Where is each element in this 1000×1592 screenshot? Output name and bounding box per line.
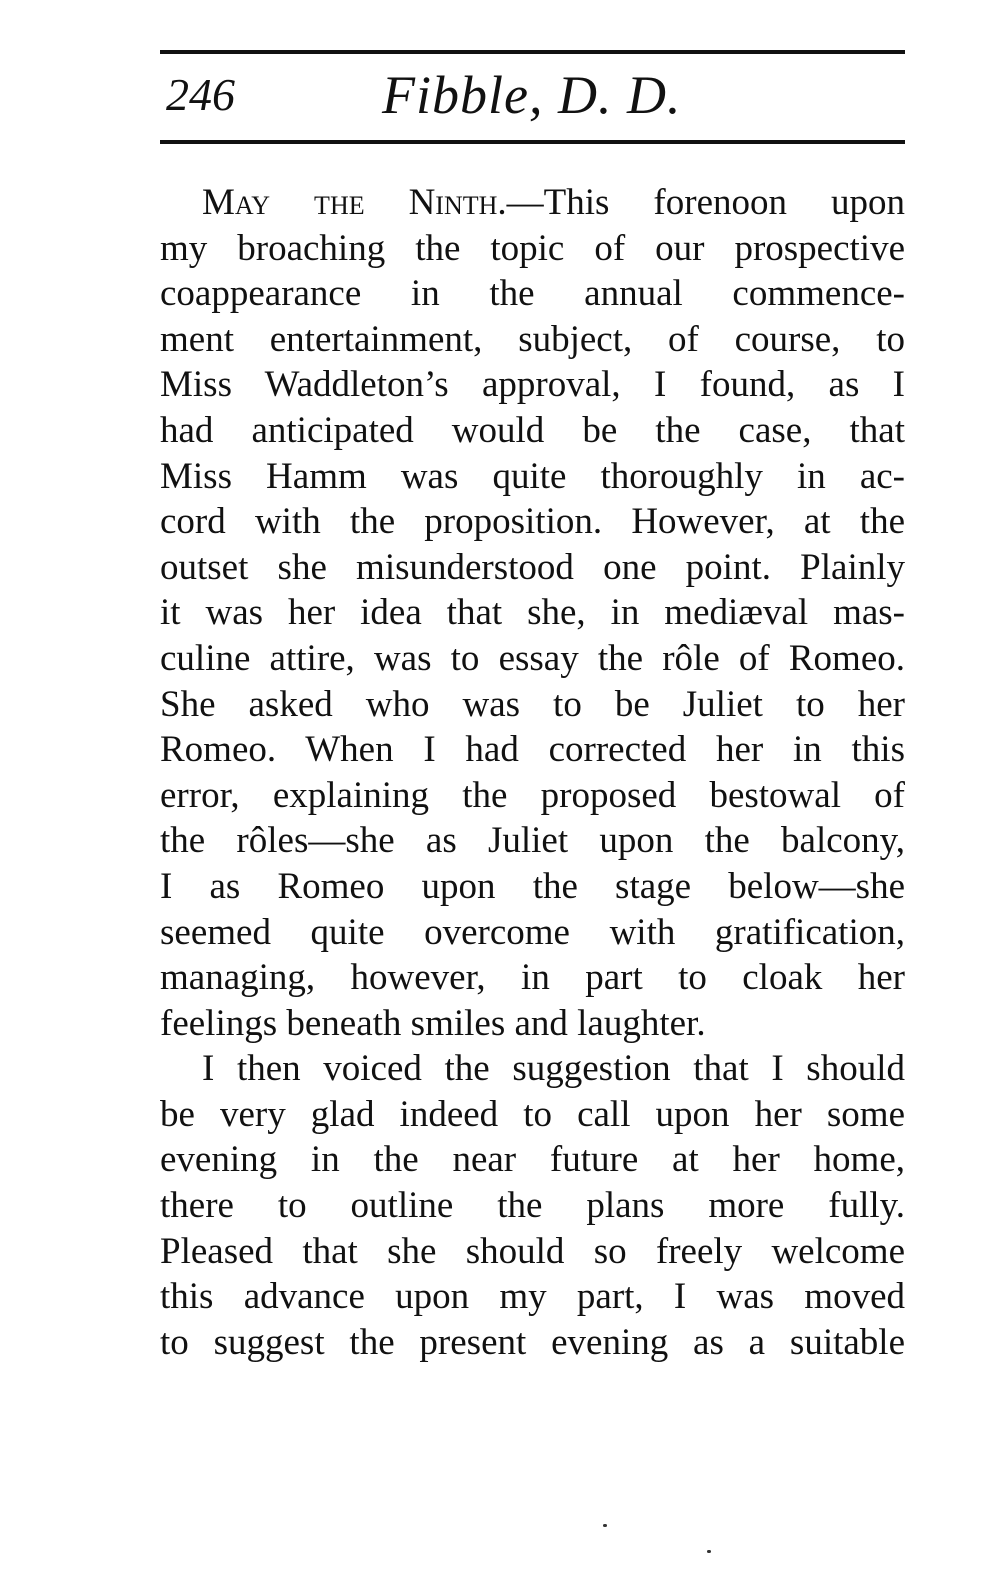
page-number: 246: [166, 69, 235, 120]
text-line: the rôles—she as Juliet upon the balcony,: [160, 820, 905, 862]
paragraph-1: [160, 180, 905, 1046]
text-line: ment entertainment, subject, of course, to: [160, 318, 905, 360]
text-line: my broaching the topic of our prospective: [160, 227, 905, 269]
print-speck: [707, 1550, 711, 1553]
text-line: outset she misunderstood one point. Plainly: [160, 546, 905, 588]
text-line: seemed quite overcome with gratification,: [160, 911, 905, 953]
text-line: Miss Hamm was quite thoroughly in ac-: [160, 455, 905, 497]
text-line: Pleased that she should so freely welcome: [160, 1230, 905, 1272]
text-line: culine attire, was to essay the rôle of Romeo.: [160, 637, 905, 679]
text-line: May the Ninth.—This forenoon upon: [202, 182, 905, 223]
print-speck: [603, 1524, 607, 1527]
text-line: coappearance in the annual commence-: [160, 273, 905, 315]
text-line: Romeo. When I had corrected her in this: [160, 729, 905, 771]
text-line: be very glad indeed to call upon her some: [160, 1093, 905, 1135]
text-line: error, explaining the proposed bestowal of: [160, 774, 905, 816]
paragraph-2: [160, 1046, 905, 1365]
text-line: to suggest the present evening as a suitable: [160, 1321, 905, 1363]
text-line: evening in the near future at her home,: [160, 1139, 905, 1181]
text-line: there to outline the plans more fully.: [160, 1185, 905, 1227]
text-line: had anticipated would be the case, that: [160, 409, 905, 451]
text-line: this advance upon my part, I was moved: [160, 1276, 905, 1318]
text-line: I then voiced the suggestion that I should: [202, 1048, 905, 1090]
text-line: She asked who was to be Juliet to her: [160, 683, 905, 725]
text-line: cord with the proposition. However, at the: [160, 501, 905, 543]
text-line: Miss Waddleton’s approval, I found, as I: [160, 364, 905, 406]
body-text: [160, 180, 905, 1365]
text-line: it was her idea that she, in mediæval mas-: [160, 592, 905, 634]
text-line: I as Romeo upon the stage below—she: [160, 865, 905, 907]
date-heading: May the Ninth.: [202, 182, 507, 223]
book-page: [160, 50, 905, 1365]
page-header: [160, 54, 905, 140]
text-line: managing, however, in part to cloak her: [160, 957, 905, 999]
text-line: feelings beneath smiles and laughter.: [160, 1002, 706, 1044]
header-bottom-rule: [160, 140, 905, 144]
running-title: Fibble, D. D.: [382, 65, 682, 125]
